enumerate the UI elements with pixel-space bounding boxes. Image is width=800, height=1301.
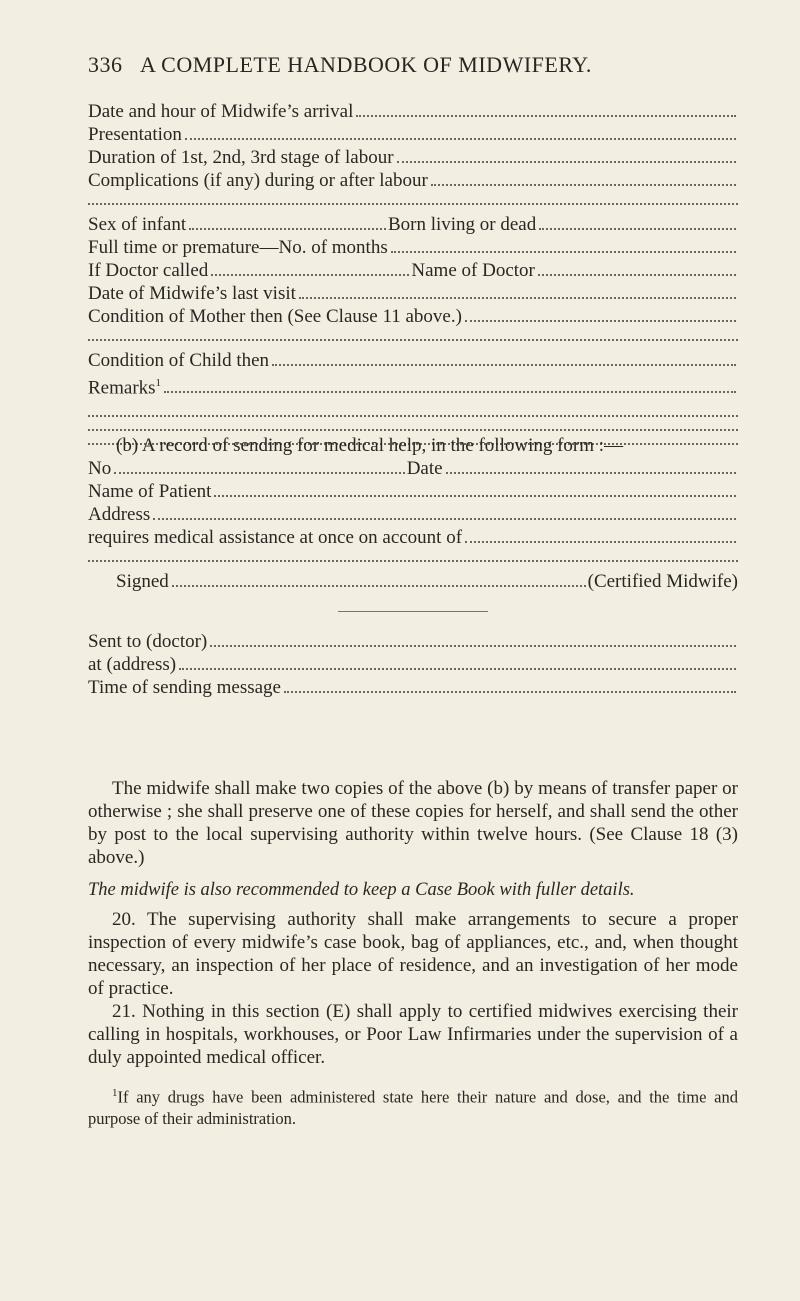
fill-line xyxy=(397,161,736,163)
section-divider xyxy=(338,611,488,612)
field-signed: Signed (Certified Midwife) xyxy=(116,571,738,592)
field-arrival: Date and hour of Midwife’s arrival xyxy=(88,100,738,123)
fill-line xyxy=(211,274,409,276)
fill-line xyxy=(284,691,736,693)
blank-dotted-line xyxy=(88,201,738,205)
regulations-text xyxy=(88,777,738,1129)
delivery-form xyxy=(88,100,738,453)
fill-line xyxy=(185,138,736,140)
fill-line xyxy=(179,668,736,670)
field-patient-name: Name of Patient xyxy=(88,480,738,503)
fill-line xyxy=(114,472,404,474)
blank-dotted-line xyxy=(88,427,738,431)
field-no-date: No Date xyxy=(88,457,738,480)
field-at-address: at (address) xyxy=(88,653,738,676)
fill-line xyxy=(214,495,736,497)
fill-line xyxy=(391,251,736,253)
field-last-visit: Date of Midwife’s last visit xyxy=(88,282,738,305)
field-sent-to: Sent to (doctor) xyxy=(88,630,738,653)
field-mother-condition: Condition of Mother then (See Clause 11 above.) xyxy=(88,305,738,328)
fill-line xyxy=(153,518,736,520)
form-b-intro: (b) A record of sending for medical help, in the following form :— xyxy=(116,435,624,456)
fill-line xyxy=(299,297,736,299)
field-presentation: Presentation xyxy=(88,123,738,146)
running-header xyxy=(88,52,738,78)
transfer-paragraph: The midwife shall make two copies of the above (b) by means of transfer paper or otherwise ; she shall preserve one of these copies for herself, and shall send the other by post to the local supervising authority within twelve hours. (See Clause 18 (3) above.) xyxy=(88,778,738,868)
clause-20: 20. The supervising authority shall make arrangements to secure a proper inspection of every midwife’s case book, bag of appliances, etc., and, when thought necessary, an inspection of her place of residence, and an investigation of her mode of practice. xyxy=(88,909,738,999)
footnote: $^1$If any drugs have been administered state here their nature and dose, and the time and purpose of their administration. xyxy=(88,1087,738,1128)
fill-line xyxy=(465,541,736,543)
fill-line xyxy=(164,391,736,393)
page-number: 336 xyxy=(88,52,123,77)
field-address: Address xyxy=(88,503,738,526)
fill-line xyxy=(446,472,736,474)
fill-line xyxy=(210,645,736,647)
blank-dotted-line xyxy=(88,558,738,562)
fill-line xyxy=(189,228,386,230)
running-title: A COMPLETE HANDBOOK OF MIDWIFERY. xyxy=(140,52,592,77)
fill-line xyxy=(465,320,736,322)
fill-line xyxy=(272,364,736,366)
fill-line xyxy=(431,184,736,186)
field-remarks: Remarks$^1$ xyxy=(88,372,738,399)
blank-dotted-line xyxy=(88,413,738,417)
field-sex-born: Sex of infant Born living or dead xyxy=(88,213,738,236)
field-requires: requires medical assistance at once on account of xyxy=(88,526,738,549)
footnote-mark: 1 xyxy=(112,1087,118,1099)
field-fullterm: Full time or premature—No. of months xyxy=(88,236,738,259)
casebook-note: The midwife is also recommended to keep a Case Book with fuller details. xyxy=(88,880,635,900)
fill-line xyxy=(538,274,736,276)
medical-help-form xyxy=(88,434,738,699)
field-complications: Complications (if any) during or after labour xyxy=(88,169,738,192)
footnote-ref: 1 xyxy=(155,377,162,389)
field-time-sending: Time of sending message xyxy=(88,676,738,699)
field-child-condition: Condition of Child then xyxy=(88,349,738,372)
clause-21: 21. Nothing in this section (E) shall apply to certified midwives exercising their calling in hospitals, workhouses, or Poor Law Infirmaries under the supervision of a duly appointed medical officer. xyxy=(88,1001,738,1068)
fill-line xyxy=(539,228,736,230)
field-duration: Duration of 1st, 2nd, 3rd stage of labour xyxy=(88,146,738,169)
blank-dotted-line xyxy=(88,337,738,341)
fill-line xyxy=(356,115,736,117)
fill-line xyxy=(172,585,586,587)
field-doctor: If Doctor called Name of Doctor xyxy=(88,259,738,282)
